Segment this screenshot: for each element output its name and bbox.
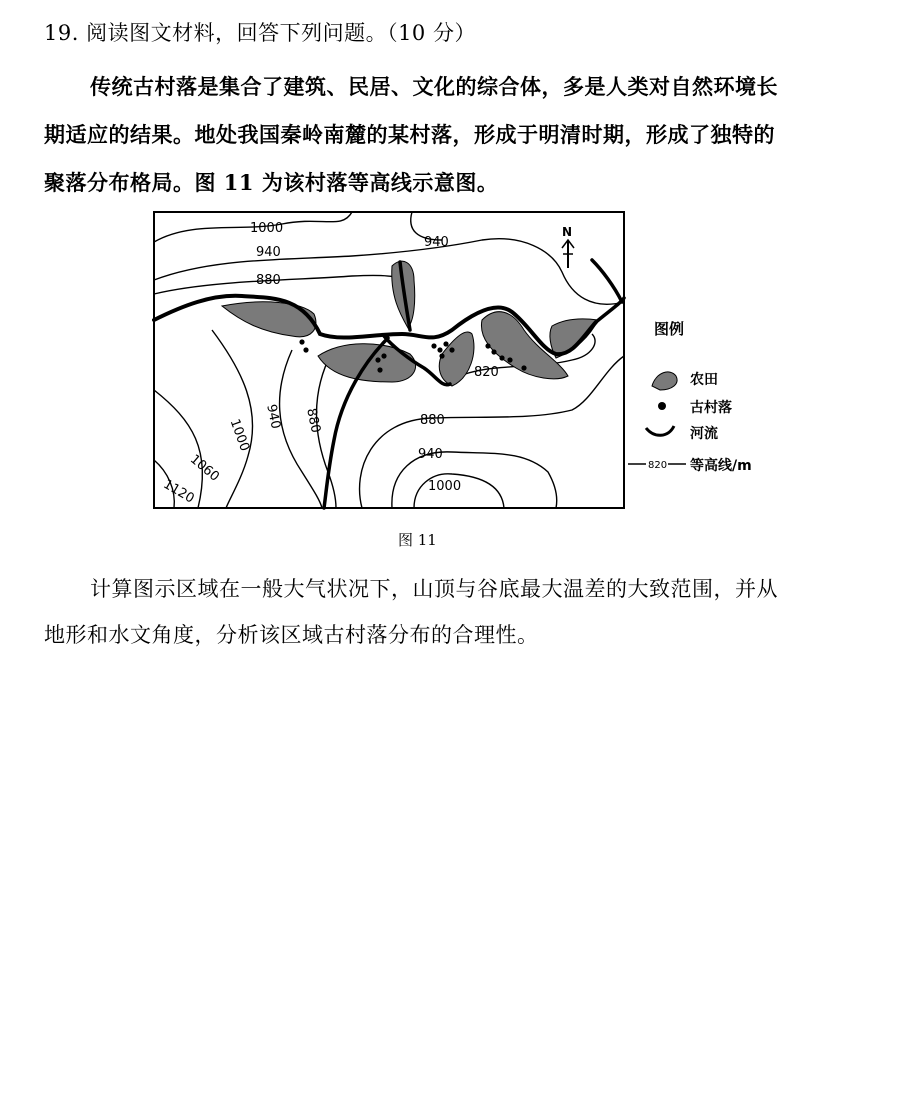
village-dot — [443, 341, 448, 346]
material-line-1: 传统古村落是集合了建筑、民居、文化的综合体，多是人类对自然环境长 — [90, 74, 778, 99]
contour-label-1000-top: 1000 — [250, 221, 284, 236]
village-dot — [431, 343, 436, 348]
contour-label-1000-bottom: 1000 — [428, 479, 462, 494]
village-dot — [499, 355, 504, 360]
contour-map-figure — [152, 210, 772, 512]
material-line-2: 期适应的结果。地处我国秦岭南麓的某村落，形成于明清时期，形成了独特的 — [44, 122, 775, 147]
village-dot — [377, 367, 382, 372]
legend-farmland-swatch — [652, 372, 677, 390]
village-dot — [485, 343, 490, 348]
legend-river-swatch — [646, 426, 674, 435]
village-dot — [437, 347, 442, 352]
contour-label-940-bottom: 940 — [418, 447, 443, 462]
legend-village-dot — [658, 402, 666, 410]
contour-label-940-top-left: 940 — [256, 245, 281, 260]
legend-title: 图例 — [654, 320, 685, 338]
prompt-line-1: 计算图示区域在一般大气状况下，山顶与谷底最大温差的大致范围，并从 — [90, 577, 778, 601]
material-line-3: 聚落分布格局。图 11 为该村落等高线示意图。 — [44, 170, 499, 195]
village-dot — [303, 347, 308, 352]
contour-label-880-left: 880 — [303, 406, 324, 435]
north-label: N — [562, 225, 573, 239]
village-dot — [299, 339, 304, 344]
legend-contour-value: 820 — [648, 460, 668, 471]
prompt-line-2: 地形和水文角度，分析该区域古村落分布的合理性。 — [44, 623, 539, 647]
village-dot — [507, 357, 512, 362]
village-dot — [381, 353, 386, 358]
figure-caption: 图 11 — [398, 531, 437, 549]
contour-label-1000-left: 1000 — [226, 417, 253, 454]
contour-label-1120-left: 1120 — [160, 477, 197, 507]
village-dot — [439, 353, 444, 358]
contour-label-940-top-right: 940 — [424, 235, 449, 250]
contour-label-1060-left: 1060 — [186, 451, 222, 485]
contour-label-820: 820 — [474, 365, 499, 380]
contour-label-880-top: 880 — [256, 273, 281, 288]
legend-river-label: 河流 — [690, 426, 718, 442]
contour-label-880-bottom: 880 — [420, 413, 445, 428]
question-header: 19. 阅读图文材料，回答下列问题。（10 分） — [44, 21, 476, 45]
contour-label-940-left: 940 — [263, 402, 284, 431]
legend-contour-label: 等高线/m — [690, 458, 752, 474]
village-dot — [521, 365, 526, 370]
legend — [628, 320, 752, 474]
village-dot — [375, 357, 380, 362]
legend-farmland-label: 农田 — [690, 372, 718, 388]
village-dot — [449, 347, 454, 352]
village-dot — [491, 349, 496, 354]
legend-village-label: 古村落 — [690, 400, 732, 416]
